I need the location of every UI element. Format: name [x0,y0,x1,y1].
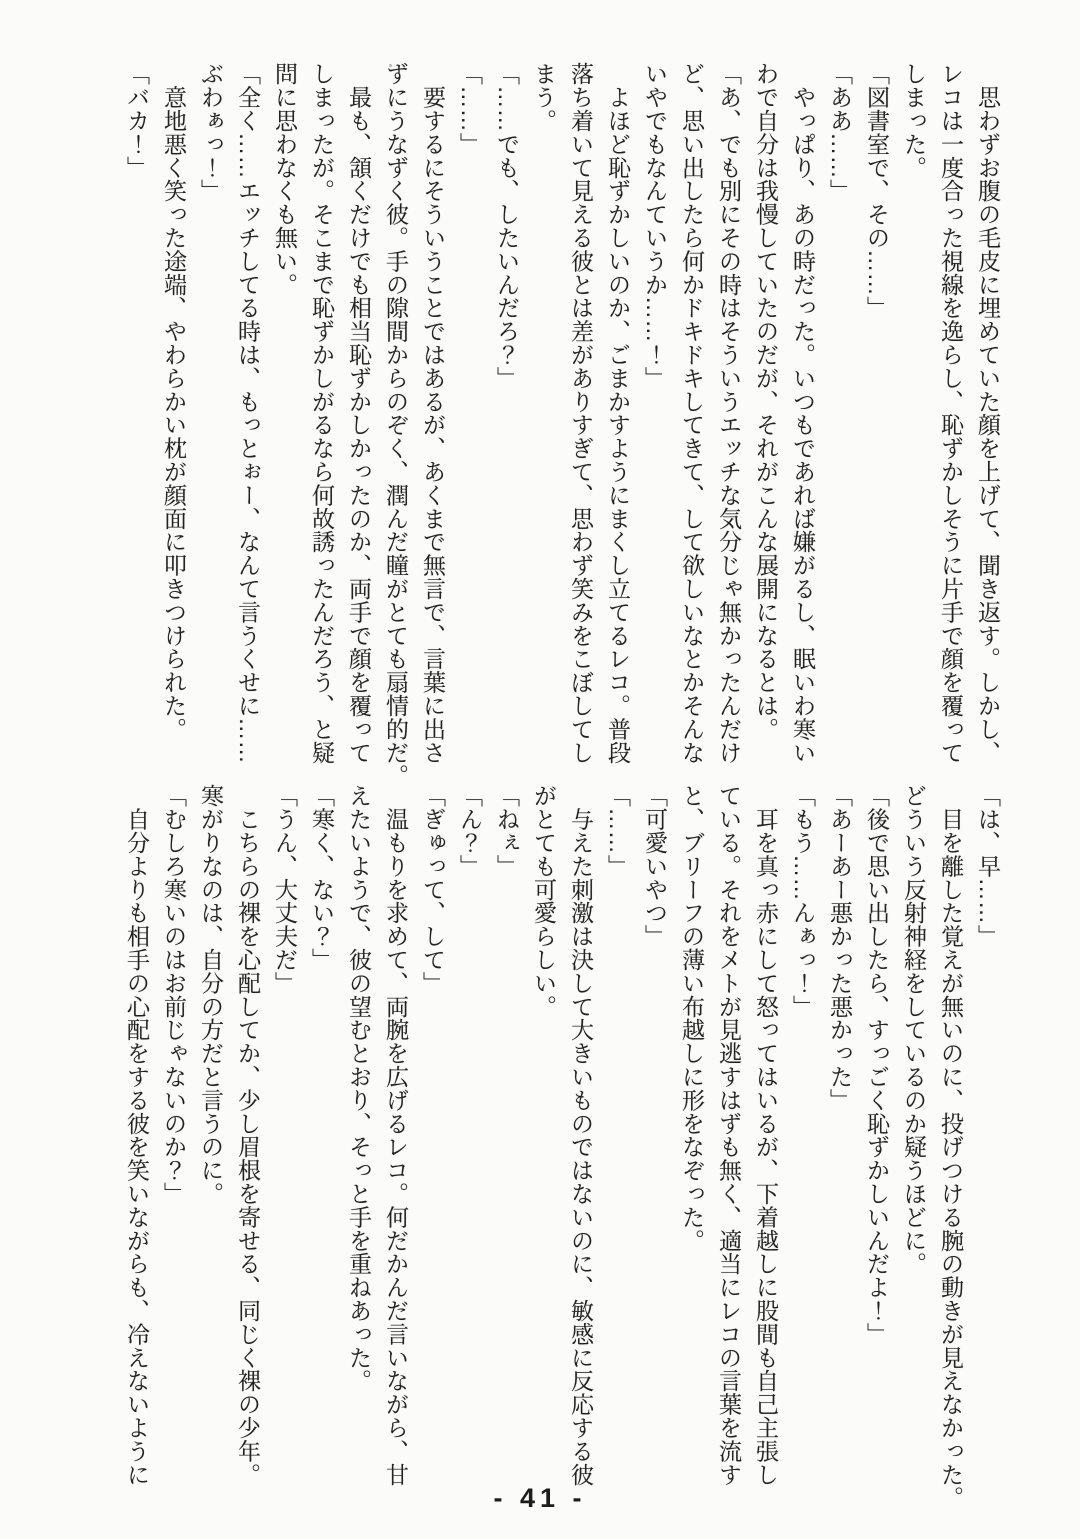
text-column: 「……」 [457,62,483,156]
upper-text-block [118,62,1006,788]
text-column: しまったが。そこまで恥ずかしがるなら何故誘ったんだろう、と疑 [309,62,335,764]
text-column: よほど恥ずかしいのか、ごまかすようにまくし立てるレコ。普段 [605,62,631,764]
text-column: どういう反射神経をしているのか疑うほどに。 [901,784,927,1276]
text-column: レコは一度合った視線を逸らし、恥ずかしそうに片手で顔を覆って [938,62,964,764]
text-column: 「うん、大丈夫だ」 [272,784,298,995]
text-column: 温もりを求めて、両腕を広げるレコ。何だかんだ言いながら、甘 [383,784,409,1486]
text-column: 「むしろ寒いのはお前じゃないのか？」 [161,784,187,1206]
text-column: 「あ、でも別にその時はそういうエッチな気分じゃ無かったんだけ [716,62,742,764]
page-number: - 41 - [493,1483,587,1513]
text-column: やっぱり、あの時だった。いつもであれば嫌がるし、眠いわ寒い [790,62,816,764]
text-column: ど、思い出したら何かドキドキしてきて、して欲しいなとかそんな [679,62,705,764]
text-column: 「ああ……」 [827,62,853,203]
text-column: 要するにそういうことではあるが、あくまで無言で、言葉に出さ [420,62,446,764]
text-column: 「は、早……」 [975,784,1001,948]
text-column: 「図書室で、その……」 [864,62,890,320]
text-column: 「後で思い出したら、すっごく恥ずかしいんだよ！」 [864,784,890,1346]
text-column: 落ち着いて見える彼とは差がありすぎて、思わず笑みをこぼしてし [568,62,594,764]
text-column: 意地悪く笑った途端、やわらかい枕が顔面に叩きつけられた。 [161,62,187,741]
text-column: 耳を真っ赤にして怒ってはいるが、下着越しに股間も自己主張し [753,784,779,1486]
text-column: 最も、頷くだけでも相当恥ずかしかったのか、両手で顔を覆って [346,62,372,764]
text-column: 「可愛いやつ」 [642,784,668,948]
text-column: がとても可愛らしい。 [531,784,557,1018]
text-column: 「バカ！」 [124,62,150,179]
text-column: 「寒く、ない？」 [309,784,335,972]
text-column: いやでもなんていうか……！」 [642,62,668,390]
text-column: こちらの裸を心配してか、少し眉根を寄せる、同じく裸の少年。 [235,784,261,1486]
text-column: 「……」 [605,784,631,878]
text-column: ずにうなずく彼。手の隙間からのぞく、潤んだ瞳がとても扇情的だ。 [383,62,409,788]
text-column: 思わずお腹の毛皮に埋めていた顔を上げて、聞き返す。しかし、 [975,62,1001,764]
text-column: 「全く……エッチしてる時は、もっとぉー、なんて言うくせに…… [235,62,261,764]
text-column: しまった。 [901,62,927,179]
text-column: 自分よりも相手の心配をする彼を笑いながらも、冷えないように [124,784,150,1486]
text-column: 「あーあー悪かった悪かった」 [827,784,853,1112]
text-column: 「ん？」 [457,784,483,878]
text-column: 与えた刺激は決して大きいものではないのに、敏感に反応する彼 [568,784,594,1486]
text-column: わで自分は我慢していたのだが、それがこんな展開になるとは。 [753,62,779,741]
text-column: えたいようで、彼の望むとおり、そっと手を重ねあった。 [346,784,372,1393]
text-column: ている。それをメトが見逃すはずも無く、適当にレコの言葉を流す [716,784,742,1486]
text-column: ぶわぁっ！」 [198,62,224,203]
text-column: 「……でも、したいんだろ？」 [494,62,520,390]
text-column: 問に思わなくも無い。 [272,62,298,296]
text-column: まう。 [531,62,557,133]
text-column: 「ぎゅって、して」 [420,784,446,995]
text-column: 「もう……んぁっ！」 [790,784,816,1018]
text-column: 「ねぇ」 [494,784,520,878]
text-column: 目を離した覚えが無いのに、投げつける腕の動きが見えなかった。 [938,784,964,1510]
text-column: 寒がりなのは、自分の方だと言うのに。 [198,784,224,1206]
text-column: と、ブリーフの薄い布越しに形をなぞった。 [679,784,705,1252]
